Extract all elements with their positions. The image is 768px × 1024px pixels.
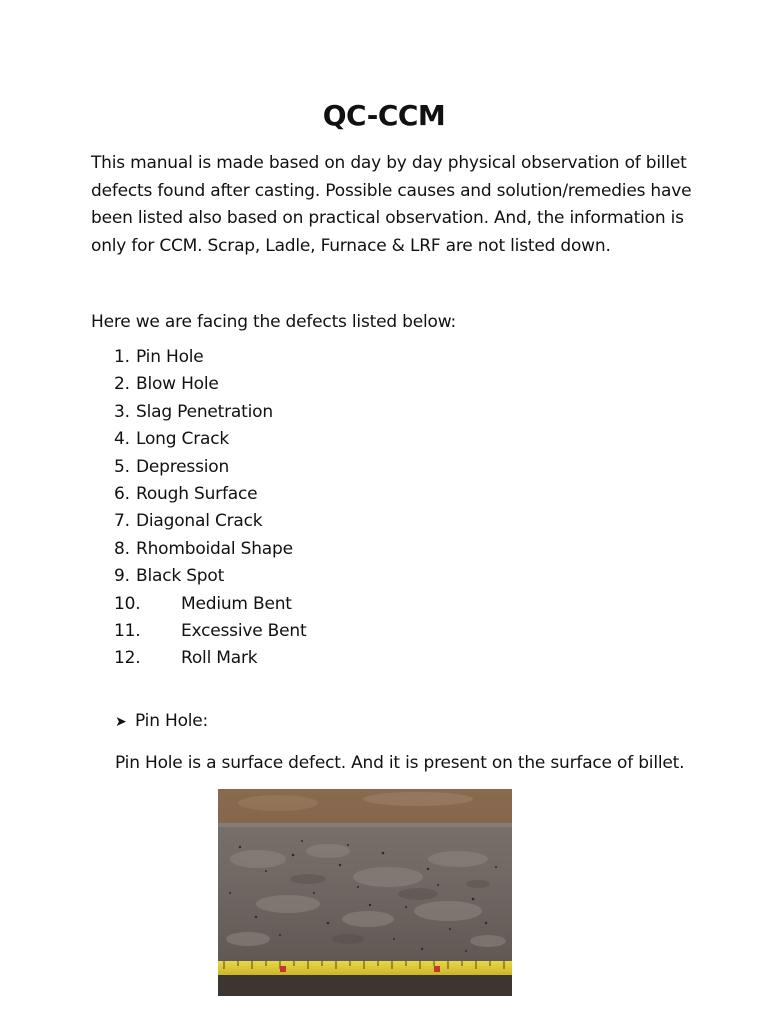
intro-line: This manual is made based on day by day physical observation of billet [91,153,687,173]
list-number: 8. [114,538,130,559]
defects-lead-text: Here we are facing the defects listed below: [91,312,456,332]
list-label: Depression [136,456,230,477]
list-item [0,536,768,563]
intro-line: only for CCM. Scrap, Ladle, Furnace & LRF are not listed down. [91,235,611,256]
list-number: 5. [114,456,130,477]
section-heading-text: Pin Hole: [135,711,209,731]
list-number: 7. [114,511,130,532]
intro-paragraph [91,150,691,260]
list-label: Blow Hole [136,374,219,395]
document-title: QC-CCM [322,99,446,132]
defect-list [0,344,768,673]
list-label: Roll Mark [181,648,258,669]
section-heading [115,708,208,736]
list-label: Diagonal Crack [136,511,263,532]
list-number: 9. [114,566,130,587]
arrow-bullet-icon: ➤ [115,714,127,730]
section-paragraph: Pin Hole is a surface defect. And it is present on the surface of billet. [115,753,685,773]
list-item [0,426,768,453]
list-item [0,481,768,508]
list-item [0,591,768,618]
list-label: Rhomboidal Shape [136,538,293,559]
list-number: 1. [114,347,130,367]
intro-line: defects found after casting. Possible causes and solution/remedies have [91,180,692,201]
list-label: Black Spot [136,566,225,587]
list-label: Excessive Bent [181,620,307,641]
list-item [0,563,768,590]
list-number: 4. [114,429,130,450]
list-label: Long Crack [136,429,230,450]
intro-line: been listed also based on practical observation. And, the information is [91,208,684,228]
list-number: 3. [114,401,130,422]
list-number: 6. [114,483,130,504]
list-label: Pin Hole [136,347,204,367]
list-item [0,508,768,535]
list-item [0,344,768,371]
list-item [0,371,768,398]
list-number: 11. [114,620,141,641]
list-item [0,454,768,481]
list-item [0,645,768,672]
billet-surface-photo [218,789,512,996]
list-label: Slag Penetration [136,401,273,422]
list-number: 12. [114,648,141,669]
list-item [0,618,768,645]
list-item [0,399,768,426]
list-number: 2. [114,374,130,395]
list-label: Rough Surface [136,483,258,504]
list-number: 10. [114,593,141,614]
list-label: Medium Bent [181,593,292,614]
billet-photo-graphic [218,789,512,996]
